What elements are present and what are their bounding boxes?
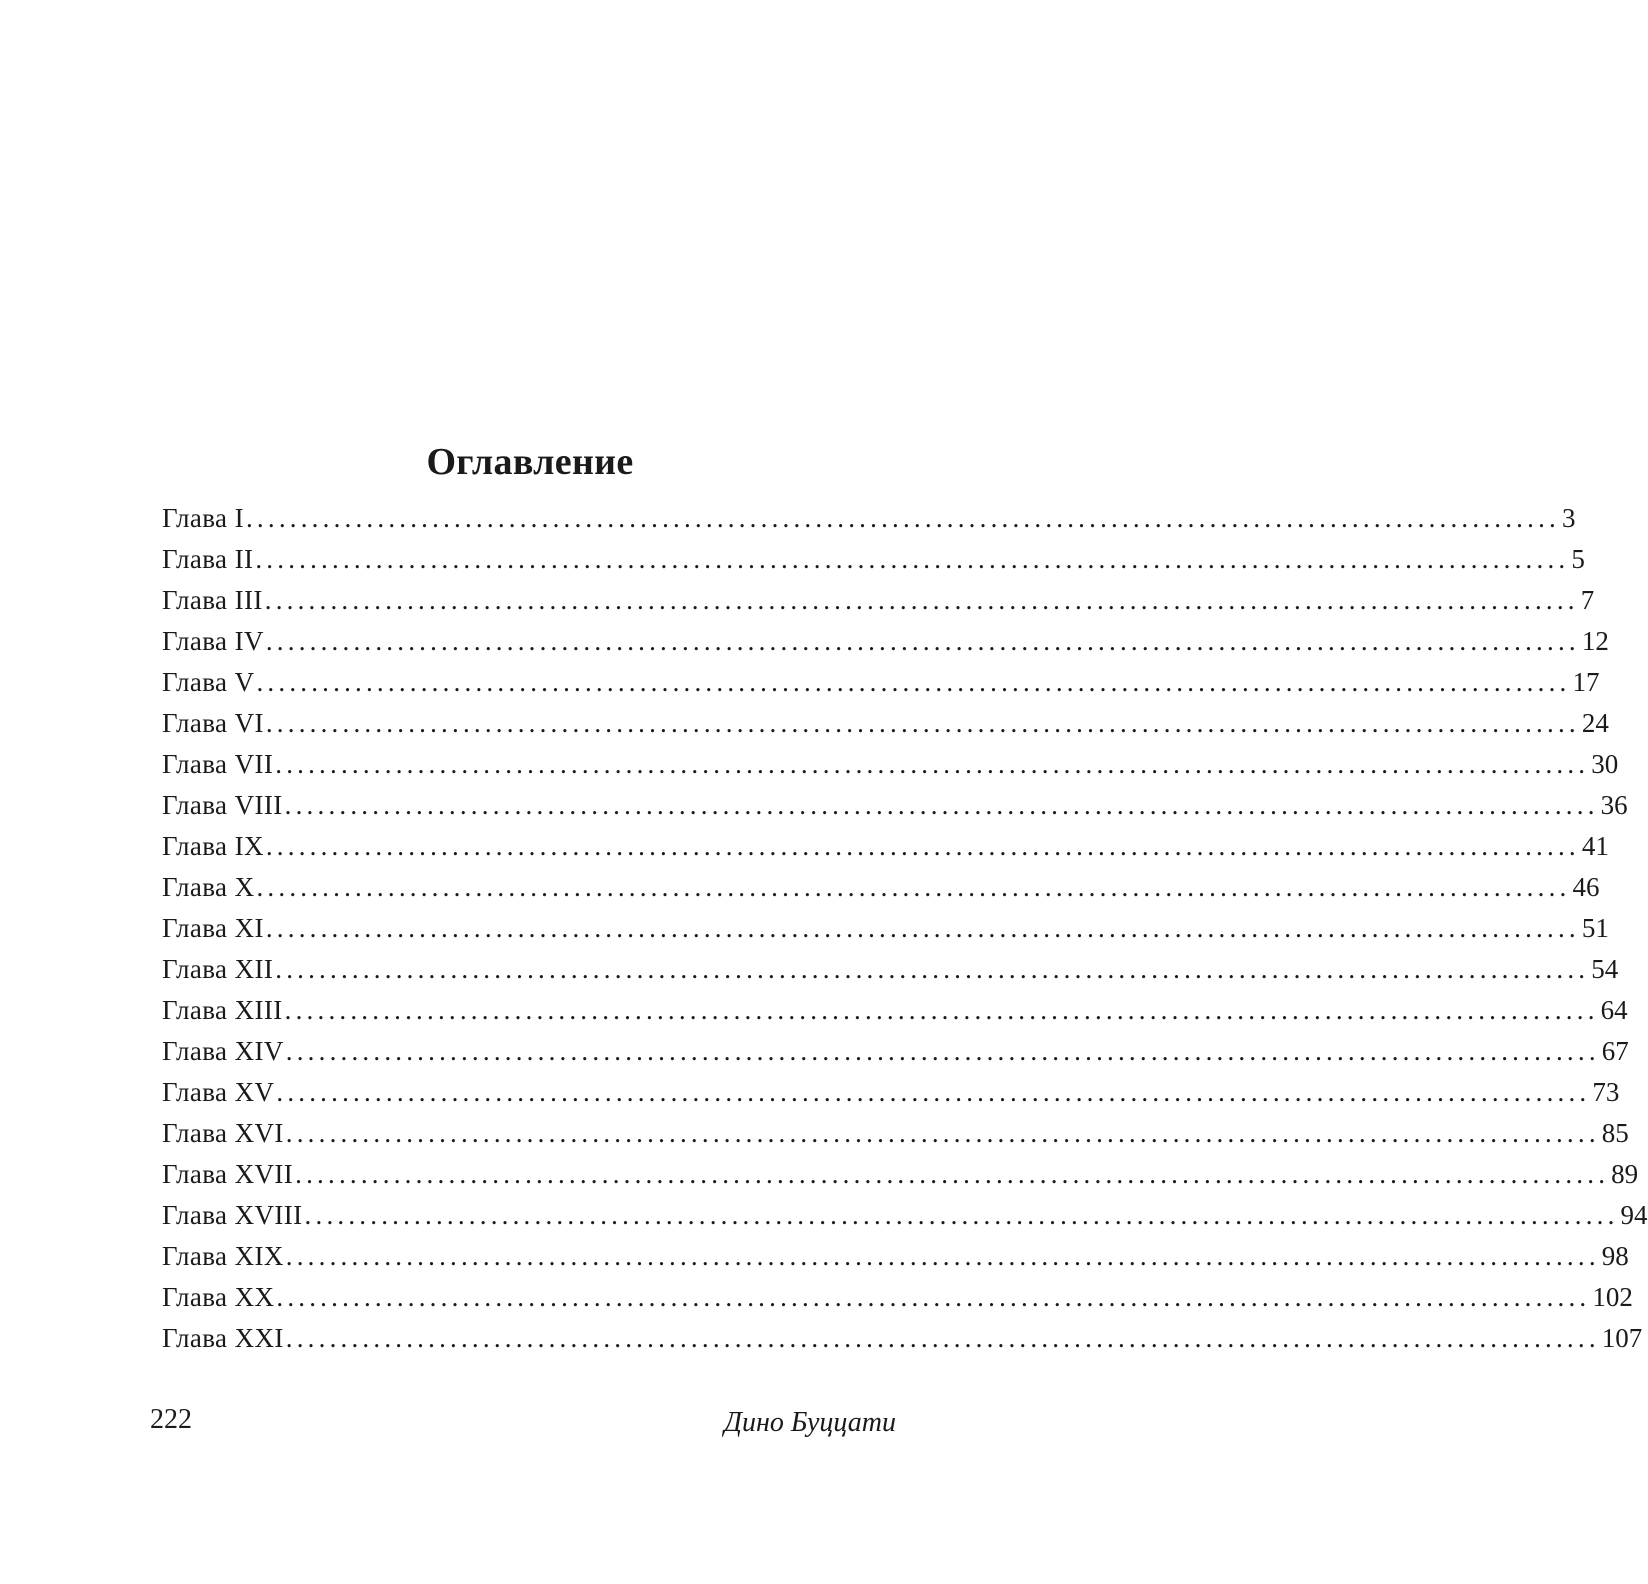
toc-dot-leader: ........................................................................................................................ xyxy=(264,585,1579,615)
toc-entry xyxy=(162,826,1609,867)
toc-entry xyxy=(162,990,1628,1031)
toc-entry xyxy=(162,498,1576,539)
toc-entry-label: Глава V xyxy=(162,667,255,697)
running-author: Дино Буццати xyxy=(724,1407,896,1438)
toc-entry-page: 51 xyxy=(1581,913,1609,943)
toc-dot-leader: ........................................................................................................................ xyxy=(265,708,1580,738)
toc-entry xyxy=(162,1318,1643,1359)
toc-entry-label: Глава XVI xyxy=(162,1118,284,1148)
toc-entry-page: 36 xyxy=(1600,790,1628,820)
toc-dot-leader: ........................................................................................................................ xyxy=(285,1241,1600,1271)
toc-entry-page: 64 xyxy=(1600,995,1628,1025)
toc-entry xyxy=(162,1113,1629,1154)
toc-entry xyxy=(162,1195,1648,1236)
toc-dot-leader: ........................................................................................................................ xyxy=(275,749,1590,779)
toc-entry-label: Глава IV xyxy=(162,626,264,656)
toc-dot-leader: ........................................................................................................................ xyxy=(256,872,1571,902)
toc-entry-label: Глава XI xyxy=(162,913,264,943)
toc-entry-page: 85 xyxy=(1601,1118,1629,1148)
toc-entry-page: 107 xyxy=(1601,1323,1643,1353)
toc-entry xyxy=(162,949,1619,990)
toc-entry xyxy=(162,867,1600,908)
toc-entry-page: 94 xyxy=(1620,1200,1648,1230)
toc-entry-page: 89 xyxy=(1611,1159,1639,1189)
toc-entry-label: Глава XV xyxy=(162,1077,275,1107)
toc-entry-page: 102 xyxy=(1592,1282,1633,1312)
toc-entry-page: 17 xyxy=(1572,667,1600,697)
toc-dot-leader: ........................................................................................................................ xyxy=(276,1282,1591,1312)
toc-entry-label: Глава XIX xyxy=(162,1241,284,1271)
toc-entry xyxy=(162,580,1595,621)
toc-dot-leader: ........................................................................................................................ xyxy=(304,1200,1619,1230)
toc-entry-page: 30 xyxy=(1591,749,1619,779)
toc-entry xyxy=(162,908,1609,949)
toc-entry-page: 5 xyxy=(1571,544,1585,574)
page-title: Оглавление xyxy=(426,441,634,484)
toc-entry xyxy=(162,662,1600,703)
table-of-contents xyxy=(162,498,1648,1359)
toc-entry-label: Глава XIV xyxy=(162,1036,284,1066)
toc-entry-label: Глава VII xyxy=(162,749,274,779)
toc-dot-leader: ........................................................................................................................ xyxy=(295,1159,1610,1189)
toc-entry xyxy=(162,785,1628,826)
toc-entry-page: 7 xyxy=(1580,585,1595,615)
toc-entry-page: 46 xyxy=(1572,872,1600,902)
toc-entry-page: 54 xyxy=(1591,954,1619,984)
toc-dot-leader: ........................................................................................................................ xyxy=(265,913,1580,943)
toc-entry-label: Глава XVIII xyxy=(162,1200,303,1230)
toc-dot-leader: ........................................................................................................................ xyxy=(285,1118,1600,1148)
toc-dot-leader: ........................................................................................................................ xyxy=(245,503,1560,533)
toc-entry-label: Глава I xyxy=(162,503,244,533)
toc-entry-page: 12 xyxy=(1581,626,1609,656)
toc-entry xyxy=(162,621,1609,662)
toc-entry-label: Глава XIII xyxy=(162,995,283,1025)
toc-entry xyxy=(162,539,1585,580)
toc-dot-leader: ........................................................................................................................ xyxy=(284,790,1599,820)
toc-entry xyxy=(162,703,1609,744)
toc-dot-leader: ........................................................................................................................ xyxy=(256,667,1571,697)
toc-dot-leader: ........................................................................................................................ xyxy=(255,544,1570,574)
toc-entry-label: Глава XVII xyxy=(162,1159,294,1189)
toc-dot-leader: ........................................................................................................................ xyxy=(285,1036,1600,1066)
toc-entry-page: 73 xyxy=(1592,1077,1620,1107)
toc-entry-label: Глава XXI xyxy=(162,1323,284,1353)
toc-entry xyxy=(162,1072,1620,1113)
toc-entry xyxy=(162,744,1619,785)
toc-entry-label: Глава VIII xyxy=(162,790,283,820)
toc-entry-label: Глава III xyxy=(162,585,263,615)
toc-entry-page: 98 xyxy=(1601,1241,1629,1271)
toc-entry-label: Глава X xyxy=(162,872,255,902)
toc-entry-label: Глава II xyxy=(162,544,254,574)
toc-dot-leader: ........................................................................................................................ xyxy=(284,995,1599,1025)
toc-dot-leader: ........................................................................................................................ xyxy=(265,831,1580,861)
toc-entry-page: 67 xyxy=(1601,1036,1629,1066)
toc-dot-leader: ........................................................................................................................ xyxy=(275,954,1590,984)
toc-entry xyxy=(162,1154,1639,1195)
toc-dot-leader: ........................................................................................................................ xyxy=(285,1323,1600,1353)
toc-entry-label: Глава XII xyxy=(162,954,274,984)
page-number: 222 xyxy=(150,1404,192,1435)
toc-entry-label: Глава VI xyxy=(162,708,264,738)
toc-entry xyxy=(162,1277,1633,1318)
toc-dot-leader: ........................................................................................................................ xyxy=(265,626,1580,656)
toc-entry-page: 3 xyxy=(1561,503,1576,533)
toc-entry-label: Глава XX xyxy=(162,1282,275,1312)
toc-entry xyxy=(162,1031,1629,1072)
toc-entry xyxy=(162,1236,1629,1277)
toc-entry-label: Глава IX xyxy=(162,831,264,861)
toc-dot-leader: ........................................................................................................................ xyxy=(276,1077,1591,1107)
toc-entry-page: 41 xyxy=(1581,831,1609,861)
toc-entry-page: 24 xyxy=(1581,708,1609,738)
